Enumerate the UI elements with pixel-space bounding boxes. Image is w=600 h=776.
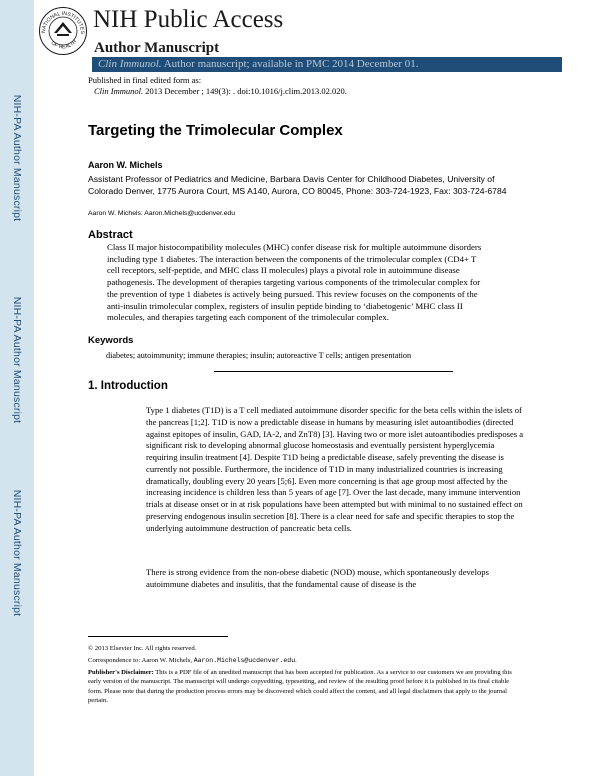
- article-title: Targeting the Trimolecular Complex: [88, 122, 343, 139]
- introduction-paragraph: There is strong evidence from the non-obese diabetic (NOD) mouse, which spontaneously develops autoimmune diabetes and insulitis, that the fundamental cause of disease is the: [146, 567, 489, 589]
- publisher-disclaimer: Publisher's Disclaimer: This is a PDF file of an unedited manuscript that has been accepted for publication. As a service to our customers we are providing this early version of the manuscript. The manuscript will undergo copyediting, typesetting, and review of the resulting proof before it is published in its final citable form. Please note that during the production process errors may be discovered which could affect the content, and all legal disclaimers that apply to the journal pertain.: [88, 669, 512, 704]
- keywords-text: diabetes; autoimmunity; immune therapies; insulin; autoreactive T cells; antigen presentation: [106, 351, 412, 360]
- keywords-heading: Keywords: [88, 335, 134, 346]
- author-email: Aaron W. Michels: Aaron.Michels@ucdenver.edu: [88, 210, 236, 217]
- header-citation: Clin Immunol. Author manuscript; available in PMC 2014 December 01.: [98, 58, 419, 70]
- section-divider: [214, 371, 453, 372]
- published-citation: Clin Immunol. 2013 December ; 149(3): . doi:10.1016/j.clim.2013.02.020.: [94, 86, 347, 96]
- footnote-divider: [88, 636, 228, 637]
- header-subtitle: Author Manuscript: [94, 40, 220, 56]
- author-affiliation: Assistant Professor of Pediatrics and Medicine, Barbara Davis Center for Childhood Diabetes, University of Colorado Denver, 1775 Aurora Court, MS A140, Aurora, CO 80045, Phone: 303-724-1923, Fax: 303-724-6784: [88, 174, 507, 197]
- correspondence-note: Correspondence to: Aaron W. Michels, Aaron.Michels@ucdenver.edu.: [88, 657, 297, 664]
- abstract-heading: Abstract: [88, 229, 133, 241]
- svg-text:OF HEALTH: OF HEALTH: [49, 38, 78, 51]
- abstract-text: Class II major histocompatibility molecules (MHC) confer disease risk for multiple autoimmune disorders including type 1 diabetes. The interaction between the components of the trimolecular complex (CD4+ T cell receptors, self-peptide, and MHC class II molecules) plays a pivotal role in autoimmune disease pathogenesis. The development of therapies targeting various components of the trimolecular complex for the prevention of type 1 diabetes is actively being pursued. This review focuses on the components of the anti-insulin trimolecular complex, registers of insulin peptide binding to ‘diabetogenic’ MHC class II molecules, and therapies targeting each component of the trimolecular complex.: [107, 242, 482, 323]
- introduction-paragraph: Type 1 diabetes (T1D) is a T cell mediated autoimmune disorder specific for the beta cells within the islets of the pancreas [1;2]. T1D is now a predictable disease in humans by measuring islet autoantibodies (directed against epitopes of insulin, GAD, IA-2, and ZnT8) [3]. Having two or more islet autoantibodies predisposes a significant risk to developing abnormal glucose homeostasis and eventually persistent hyperglycemia requiring insulin treatment [4]. Despite T1D being a predictable disease, safely preventing the disease is currently not possible. Furthermore, the incidence of T1D in many industrialized countries is increasing dramatically, doubling every 20 years [5;6]. Even more concerning is that age group most affected by the increasing incidence is children less than 5 years of age [7]. Over the last decade, many immune intervention trials at disease onset or in at risk populations have been attempted but with minimal to no sustained effect on preserving endogenous insulin secretion [8]. There is a clear need for safe and specific therapies to stop the underlying autoimmune destruction of pancreatic beta cells.: [146, 405, 524, 533]
- nih-pa-sidebar: NIH-PA Author Manuscript NIH-PA Author Manuscript NIH-PA Author Manuscript: [0, 0, 34, 776]
- published-label: Published in final edited form as:: [88, 75, 202, 85]
- copyright-notice: © 2013 Elsevier Inc. All rights reserved.: [88, 645, 197, 652]
- header-title: NIH Public Access: [93, 6, 284, 33]
- author-name: Aaron W. Michels: [88, 160, 163, 170]
- svg-text:NATIONAL INSTITUTES: NATIONAL INSTITUTES: [40, 10, 86, 35]
- nih-seal-logo: [38, 6, 88, 56]
- introduction-heading: 1. Introduction: [88, 380, 168, 392]
